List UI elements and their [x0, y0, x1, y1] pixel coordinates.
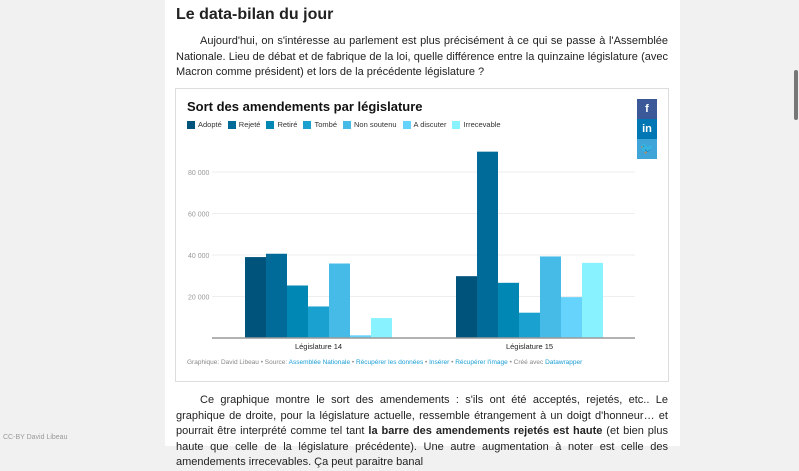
- scrollbar[interactable]: [794, 70, 798, 120]
- y-tick-label: 40 000: [188, 253, 210, 260]
- text: Ce graphique montre le sort des amendements : s'ils ont été acceptés, rejetés, etc.. Le graphique de droite, pour la législature actuelle, ressemble étrangement à un doigt d'honneur… et pourrait être interprété comme tel tant: [176, 394, 668, 437]
- bar-tombé: [519, 313, 540, 338]
- facebook-share-button[interactable]: f: [637, 99, 657, 119]
- x-tick-label: Législature 15: [505, 342, 554, 351]
- y-tick-label: 60 000: [188, 211, 210, 219]
- bar-retiré: [287, 286, 308, 338]
- bar-retiré: [498, 283, 519, 338]
- intro-paragraph: Aujourd'hui, on s'intéresse au parlement est plus précisément à ce qui se passe à l'Assemblée Nationale. Lieu de débat et de fabrique de la loi, quelle différence entre la quinzaine législature (avec Macron comme président) et lors de la précédente législature ?: [176, 35, 668, 78]
- bar-a-discuter: [561, 297, 582, 338]
- legend-label: Non soutenu: [354, 120, 397, 129]
- chart-footer: [187, 359, 582, 366]
- bar-non-soutenu: [540, 256, 561, 338]
- sep: •: [350, 359, 356, 366]
- credit-label: CC-BY David Libeau: [3, 434, 68, 441]
- linkedin-share-button[interactable]: in: [637, 119, 657, 139]
- bar-rejeté: [477, 152, 498, 338]
- chart-title: Sort des amendements par législature: [187, 99, 423, 114]
- bar-non-soutenu: [329, 264, 350, 338]
- download-image-link[interactable]: Récupérer l'image: [455, 359, 508, 366]
- bar-tombé: [308, 306, 329, 338]
- legend-label: Adopté: [198, 120, 222, 129]
- section-title: Le data-bilan du jour: [176, 6, 334, 23]
- x-tick-label: Législature 14: [294, 342, 343, 351]
- y-tick-label: 20 000: [188, 294, 210, 302]
- bar-rejeté: [266, 254, 287, 338]
- y-tick-label: 80 000: [188, 170, 210, 177]
- bar-adopté: [245, 257, 266, 338]
- sep: •: [423, 359, 430, 366]
- legend-label: Rejeté: [238, 120, 261, 129]
- bar-irrecevable: [371, 318, 392, 338]
- download-data-link[interactable]: Récupérer les données: [355, 359, 424, 366]
- embed-link[interactable]: Insérer: [429, 359, 450, 366]
- twitter-icon: 🐦: [640, 143, 654, 155]
- text: (et bien plus haute que celle de la législature précédente). Une autre augmentation à noter est celle des amendements irrecevables. Ça peut paraitre banal: [176, 425, 668, 468]
- bold-text: la barre des amendements rejetés est haute: [368, 425, 603, 437]
- datawrapper-link[interactable]: Datawrapper: [545, 359, 583, 366]
- footer-credit: Graphique: David Libeau • Source:: [187, 359, 289, 366]
- bar-adopté: [456, 276, 477, 338]
- legend-label: Tombé: [314, 120, 337, 129]
- chart-card: [175, 88, 669, 382]
- legend-label: A discuter: [413, 120, 447, 129]
- source-link[interactable]: Assemblée Nationale: [288, 359, 351, 366]
- legend-label: Irrecevable: [463, 120, 501, 129]
- sep: •: [449, 359, 456, 366]
- bar-chart: [176, 89, 668, 354]
- bar-irrecevable: [582, 263, 603, 338]
- body-paragraph: [176, 393, 668, 471]
- legend-label: Retiré: [277, 120, 298, 129]
- sep: • Créé avec: [507, 359, 546, 366]
